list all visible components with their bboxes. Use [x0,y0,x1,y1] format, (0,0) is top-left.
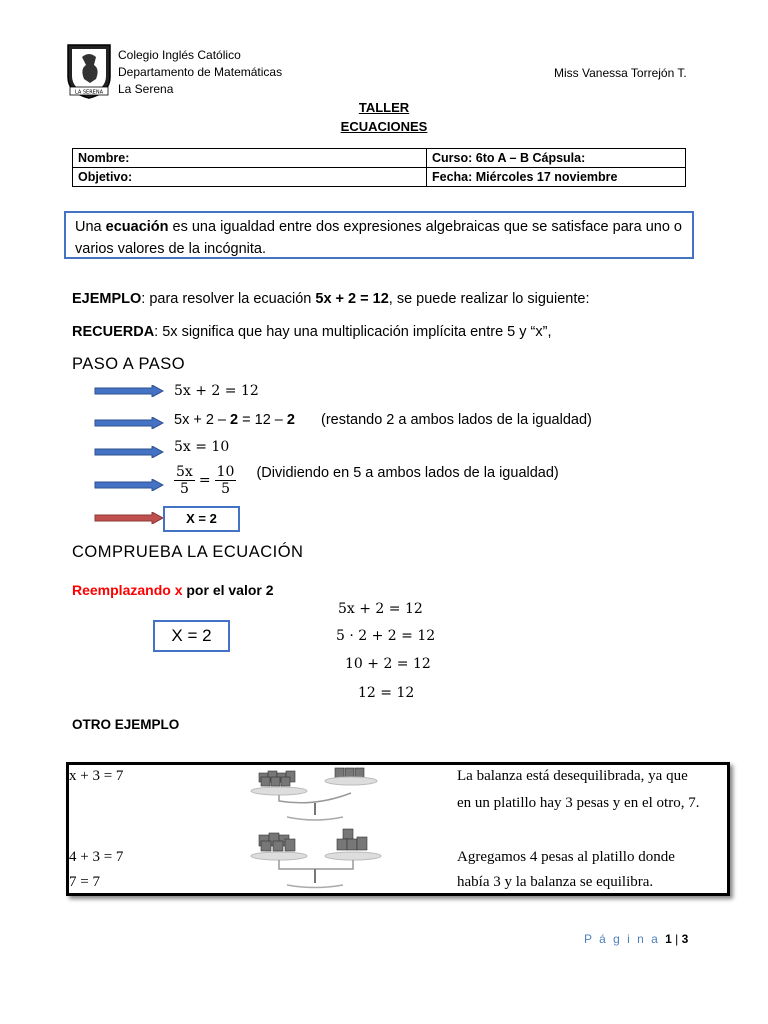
row2-text-2: había 3 y la balanza se equilibra. [457,874,654,890]
arrow-right-icon [94,479,164,491]
info-table [72,148,686,187]
row1-equation: x + 3 = 7 [69,768,124,784]
check-line-3: 10 + 2 = 12 [345,656,431,672]
objetivo-cell: Objetivo: [73,168,427,187]
step-2-note: (restando 2 a ambos lados de la igualdad) [321,412,592,428]
check-line-2: 5 · 2 + 2 = 12 [336,628,436,644]
row2-equation-2: 7 = 7 [69,874,100,890]
definition-box: Una ecuación es una igualdad entre dos expresiones algebraicas que se satisface para uno o varios valores de la incógnita. [64,211,694,259]
school-logo [66,43,112,99]
curso-cell: Curso: 6to A – B Cápsula: [427,149,686,168]
arrow-right-icon [94,417,164,429]
nombre-cell: Nombre: [73,149,427,168]
row2-text-1: Agregamos 4 pesas al platillo donde [457,849,675,865]
ejemplo-line: EJEMPLO: para resolver la ecuación 5x + 2 = 12, se puede realizar lo siguiente: [72,291,590,307]
school-name: Colegio Inglés Católico [118,48,241,62]
svg-text:LA SERENA: LA SERENA [74,89,104,96]
comprueba-heading: COMPRUEBA LA ECUACIÓN [72,543,304,561]
step-1: 5x + 2 = 12 [174,383,259,399]
result-arrow-icon [94,512,164,524]
teacher-name: Miss Vanessa Torrejón T. [554,66,687,80]
row1-text-2: en un platillo hay 3 pesas y en el otro, 7. [457,795,700,811]
page-number: 1 [665,932,672,946]
row1-text-1: La balanza está desequilibrada, ya que [457,768,688,784]
otro-heading: OTRO EJEMPLO [72,717,180,732]
step-4-note: (Dividiendo en 5 a ambos lados de la igualdad) [256,464,559,481]
x-equals-box: X = 2 [153,620,230,652]
paso-heading: PASO A PASO [72,355,186,373]
city-name: La Serena [118,82,174,96]
check-line-4: 12 = 12 [358,685,415,701]
recuerda-line: RECUERDA: 5x significa que hay una multiplicación implícita entre 5 y “x”, [72,324,552,340]
page-total: 3 [681,932,689,946]
fecha-cell: Fecha: Miércoles 17 noviembre [427,168,686,187]
balance-unbalanced-icon [247,765,397,821]
step-3: 5x = 10 [174,439,230,455]
check-line-1: 5x + 2 = 12 [338,601,423,617]
department-name: Departamento de Matemáticas [118,65,283,79]
title-ecuaciones: ECUACIONES [340,119,428,134]
reemplazando-line: Reemplazando x por el valor 2 [72,582,274,598]
title-taller: TALLER [358,100,410,115]
balance-example-box [66,762,730,896]
definition-keyword: ecuación [105,219,169,235]
step-4: $\frac{5x}{5}$ = $\frac{10}{5}$ (Dividiendo en 5 a ambos lados de la igualdad) [176,464,559,497]
result-box: X = 2 [163,506,240,532]
arrow-right-icon [94,385,164,397]
page-footer: P á g i n a 1 | 3 [584,932,689,946]
step-2: 5x + 2 – 2 = 12 – 2 (restando 2 a ambos lados de la igualdad) [174,412,592,428]
arrow-right-icon [94,446,164,458]
row2-equation-1: 4 + 3 = 7 [69,849,124,865]
balance-balanced-icon [247,827,397,891]
